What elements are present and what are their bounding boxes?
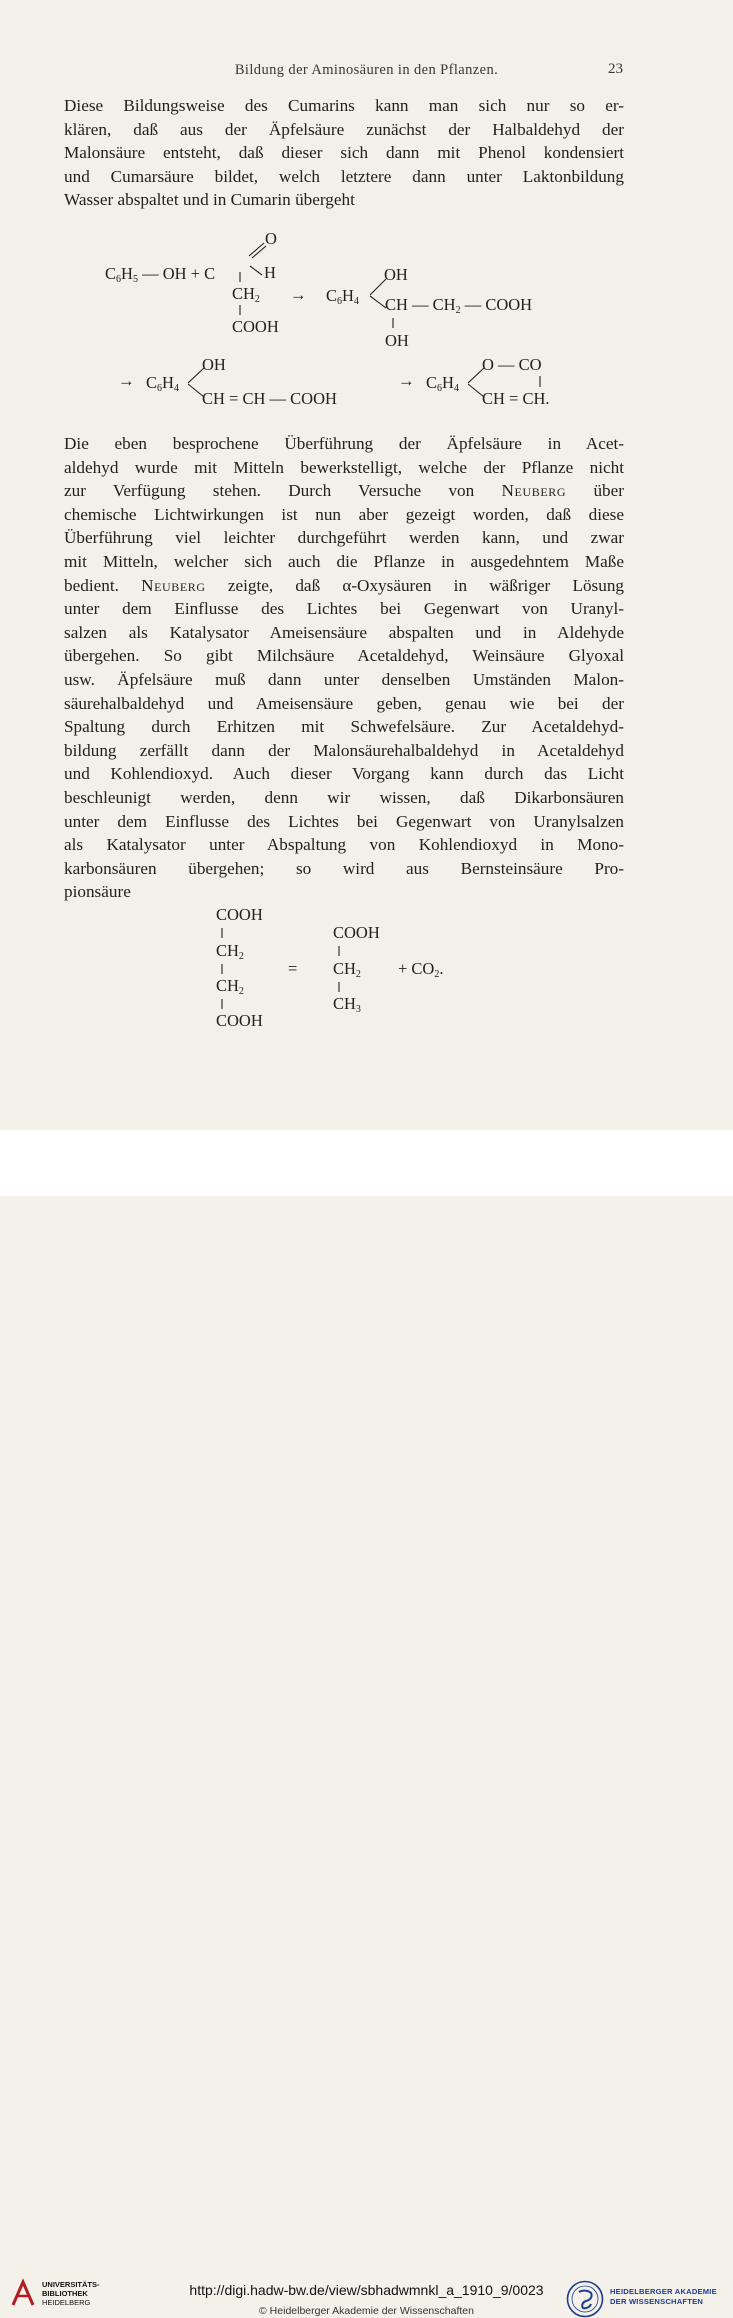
body-line: als Katalysator unter Abspaltung von Kohlendioxyd in Mono-: [64, 835, 624, 855]
body-line: bildung zerfällt dann der Malonsäurehalbaldehyd in Acetaldehyd: [64, 740, 624, 760]
intro-line: klären, daß aus der Äpfelsäure zunächst der Halbaldehyd der: [64, 119, 624, 139]
running-header: Bildung der Aminosäuren in den Pflanzen.: [234, 62, 499, 78]
formula-c6h4: $C_6H_4$: [326, 286, 359, 307]
formula-aldehyde-o: O: [265, 229, 277, 248]
body-line: pionsäure: [64, 882, 131, 902]
author-name: Neuberg: [141, 575, 206, 595]
formula-chain: CH — $CH_2$ — COOH: [385, 295, 533, 316]
body-line: und Kohlendioxyd. Auch dieser Vorgang kann durch das Licht: [64, 764, 624, 784]
formula-c6h4: $C_6H_4$: [146, 373, 179, 394]
formula-cooh: COOH: [232, 317, 279, 336]
reaction-arrow: →: [398, 371, 415, 390]
author-name: Neuberg: [501, 481, 567, 501]
formula-ch3: $CH_3$: [333, 994, 361, 1015]
formula-ch2: $CH_2$: [216, 941, 244, 962]
formula-oh-lower: OH: [385, 331, 409, 350]
scanned-page: [0, 0, 733, 1130]
body-line: aldehyd wurde mit Mitteln bewerkstelligt, welche der Pflanze nicht: [64, 457, 624, 477]
formula-lactone-bottom: CH = CH.: [482, 389, 550, 408]
body-line: säurehalbaldehyd und Ameisensäure geben, genau wie bei der: [64, 693, 624, 713]
formula-ch2: $CH_2$: [333, 959, 361, 980]
body-line: salzen als Katalysator Ameisensäure abspalten und in Aldehyde: [64, 622, 624, 642]
formula-chain: CH = CH — COOH: [202, 389, 337, 408]
academy-name: HEIDELBERGER AKADEMIE DER WISSENSCHAFTEN: [610, 2287, 717, 2306]
body-line: bedient. Neuberg zeigte, daß α-Oxysäuren in wäßriger Lösung: [64, 575, 625, 595]
intro-line: Malonsäure entsteht, daß dieser sich dann mit Phenol kondensiert: [64, 143, 624, 163]
body-line: Die eben besprochene Überführung der Äpfelsäure in Acet-: [64, 434, 624, 453]
formula-cooh: COOH: [216, 905, 263, 924]
page-number: 23: [608, 61, 623, 77]
copyright-notice: © Heidelberger Akademie der Wissenschaften: [259, 2305, 474, 2317]
formula-ch2: $CH_2$: [216, 976, 244, 997]
body-line: mit Mitteln, welcher sich auch die Pflanze in ausgedehntem Maße: [64, 551, 624, 571]
intro-line: Diese Bildungsweise des Cumarins kann man sich nur so er-: [64, 96, 624, 115]
formula-phenol-term: $C_6H_5$ — OH + C: [105, 264, 216, 285]
formula-ch2: $CH_2$: [232, 284, 260, 305]
formula-lactone-top: O — CO: [482, 355, 542, 374]
body-line: Spaltung durch Erhitzen mit Schwefelsäure. Zur Acetaldehyd-: [64, 717, 624, 737]
footer-bar: [0, 1130, 733, 2317]
formula-oh: OH: [384, 265, 408, 284]
body-line: unter dem Einflusse des Lichtes bei Gegenwart von Uranyl-: [64, 599, 624, 619]
formula-aldehyde-h: H: [264, 263, 276, 282]
intro-line: und Cumarsäure bildet, welch letztere dann unter Laktonbildung: [64, 166, 624, 186]
formula-cooh: COOH: [333, 923, 380, 942]
body-line: chemische Lichtwirkungen ist nun aber gezeigt worden, daß diese: [64, 504, 624, 524]
formula-bonds-3: [0, 0, 733, 1130]
university-library-name: UNIVERSITÄTS- BIBLIOTHEK HEIDELBERG: [42, 2280, 100, 2307]
reaction-arrow: →: [290, 285, 307, 304]
academy-seal-icon: [566, 2280, 604, 2318]
body-line: Überführung viel leichter durchgeführt werden kann, und zwar: [64, 528, 624, 548]
body-line: beschleunigt werden, denn wir wissen, daß Dikarbonsäuren: [64, 787, 624, 807]
body-line: karbonsäuren übergehen; so wird aus Bernsteinsäure Pro-: [64, 858, 624, 878]
permalink-url[interactable]: http://digi.hadw-bw.de/view/sbhadwmnkl_a_1910_9/0023: [189, 2282, 544, 2298]
equals-sign: =: [288, 959, 298, 978]
body-line: zur Verfügung stehen. Durch Versuche von Neuberg über: [64, 481, 624, 501]
body-line: unter dem Einflusse des Lichtes bei Gegenwart von Uranylsalzen: [64, 811, 624, 831]
body-line: übergehen. So gibt Milchsäure Acetaldehyd, Weinsäure Glyoxal: [64, 646, 624, 666]
formula-c6h4: $C_6H_4$: [426, 373, 459, 394]
formula-cooh: COOH: [216, 1011, 263, 1030]
reaction-arrow: →: [118, 371, 135, 390]
intro-line: Wasser abspaltet und in Cumarin übergeht: [64, 190, 355, 210]
formula-oh: OH: [202, 355, 226, 374]
body-line: usw. Äpfelsäure muß dann unter denselben Umständen Malon-: [64, 669, 624, 689]
formula-plus-co2: + $CO_2$.: [398, 959, 444, 980]
